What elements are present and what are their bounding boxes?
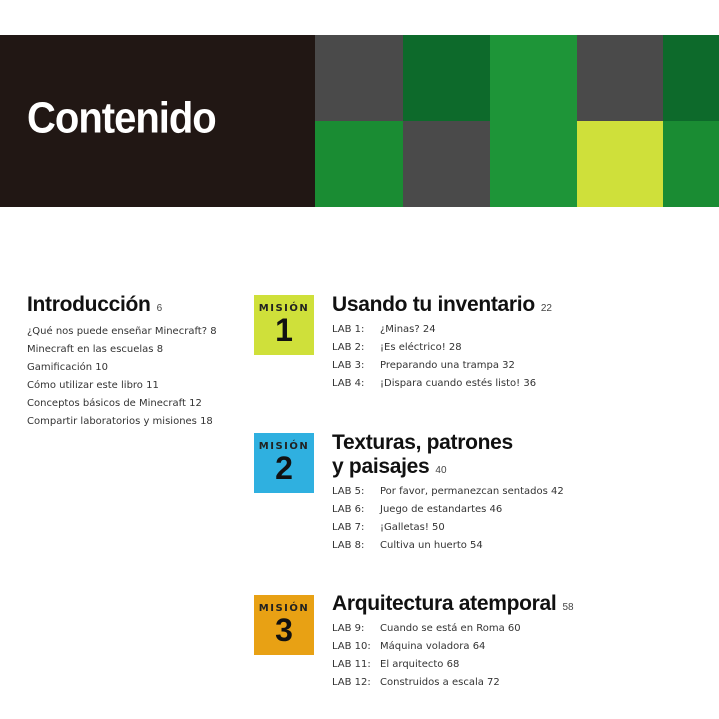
mission-1-title <box>332 293 552 317</box>
lab-text: ¿Minas? 24 <box>380 324 436 335</box>
lab-item <box>332 537 564 555</box>
mission-title: Arquitectura atemporal <box>332 592 557 615</box>
tile <box>663 35 719 121</box>
mission-title: Usando tu inventario <box>332 293 535 316</box>
tile <box>403 121 491 207</box>
lab-code: LAB 8: <box>332 540 365 551</box>
lab-code: LAB 12: <box>332 677 371 688</box>
mission-1-labs <box>332 321 536 393</box>
lab-code: LAB 6: <box>332 504 365 515</box>
lab-text: Cultiva un huerto 54 <box>380 540 483 551</box>
lab-text: Juego de estandartes 46 <box>380 504 503 515</box>
lab-item <box>332 375 536 393</box>
mission-page: 58 <box>562 602 574 613</box>
toc-item: Compartir laboratorios y misiones 18 <box>27 416 213 427</box>
lab-item <box>332 674 521 692</box>
lab-code: LAB 3: <box>332 360 365 371</box>
mission-3-title <box>332 592 574 616</box>
lab-code: LAB 9: <box>332 623 365 634</box>
mission-3-labs <box>332 620 521 692</box>
lab-code: LAB 7: <box>332 522 365 533</box>
toc-item: Conceptos básicos de Minecraft 12 <box>27 398 202 409</box>
toc-item: Gamificación 10 <box>27 362 108 373</box>
tile <box>490 35 578 121</box>
mission-number: 2 <box>275 450 293 486</box>
lab-item <box>332 656 521 674</box>
mission-3-badge <box>254 595 314 655</box>
tile <box>577 121 665 207</box>
lab-text: ¡Galletas! 50 <box>380 522 445 533</box>
lab-text: El arquitecto 68 <box>380 659 460 670</box>
mission-1-badge <box>254 295 314 355</box>
intro-title: Introducción <box>27 293 151 316</box>
mission-page: 40 <box>435 465 447 476</box>
tile <box>663 121 719 207</box>
lab-text: Máquina voladora 64 <box>380 641 486 652</box>
lab-text: Por favor, permanezcan sentados 42 <box>380 486 564 497</box>
mission-title-line2: y paisajes <box>332 455 430 478</box>
lab-text: ¡Dispara cuando estés listo! 36 <box>380 378 537 389</box>
lab-text: ¡Es eléctrico! 28 <box>380 342 462 353</box>
lab-item <box>332 339 536 357</box>
mission-2-labs <box>332 483 564 555</box>
lab-text: Construidos a escala 72 <box>380 677 500 688</box>
tile <box>403 35 491 121</box>
mission-2-badge <box>254 433 314 493</box>
lab-code: LAB 2: <box>332 342 365 353</box>
intro-section <box>27 293 217 431</box>
page-title: Contenido <box>27 93 216 143</box>
lab-code: LAB 10: <box>332 641 371 652</box>
mission-label: MISIÓN <box>258 603 310 614</box>
intro-page: 6 <box>156 303 163 314</box>
tile <box>490 121 578 207</box>
lab-item <box>332 321 536 339</box>
lab-item <box>332 519 564 537</box>
mission-title: Texturas, patrones <box>332 431 513 454</box>
mission-label: MISIÓN <box>258 441 310 452</box>
lab-text: Preparando una trampa 32 <box>380 360 515 371</box>
lab-code: LAB 4: <box>332 378 365 389</box>
lab-code: LAB 11: <box>332 659 371 670</box>
intro-heading <box>27 293 217 317</box>
mission-page: 22 <box>540 303 552 314</box>
tile <box>315 35 403 121</box>
mission-label: MISIÓN <box>258 303 310 314</box>
lab-code: LAB 1: <box>332 324 365 335</box>
lab-item <box>332 501 564 519</box>
toc-item: Minecraft en las escuelas 8 <box>27 344 164 355</box>
lab-item <box>332 483 564 501</box>
lab-text: Cuando se está en Roma 60 <box>380 623 521 634</box>
mission-number: 3 <box>275 612 293 648</box>
mission-2-title <box>332 431 513 483</box>
lab-item <box>332 638 521 656</box>
lab-item <box>332 620 521 638</box>
mission-number: 1 <box>275 312 293 348</box>
lab-item <box>332 357 536 375</box>
tile <box>315 121 403 207</box>
lab-code: LAB 5: <box>332 486 365 497</box>
toc-item: Cómo utilizar este libro 11 <box>27 380 159 391</box>
tile <box>577 35 665 121</box>
toc-item: ¿Qué nos puede enseñar Minecraft? 8 <box>27 326 217 337</box>
